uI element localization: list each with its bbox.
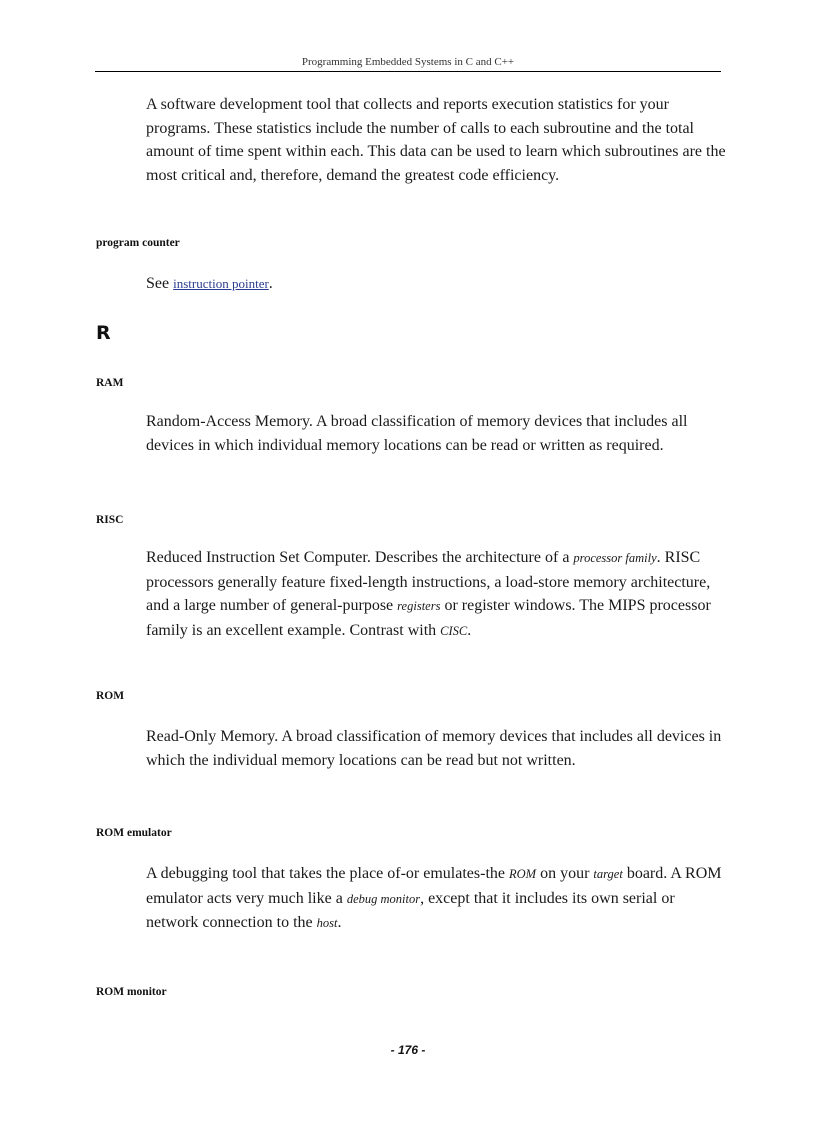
profiler-definition: A software development tool that collects and reports execution statistics for your programs. These statistics include the number of calls to each subroutine and the total amount of time spent within each. This data can be used to learn which subroutines are the most critical and, therefore, demand the greatest code efficiency. (146, 96, 726, 184)
rom-emulator-text-4: , except that it includes its own serial or network connection to the (146, 889, 675, 931)
term-risc: RISC (96, 514, 124, 526)
section-letter: R (96, 322, 111, 344)
risc-definition (146, 546, 726, 643)
rom-emulator-text-2: on your (536, 865, 594, 882)
term-program-counter: program counter (96, 237, 180, 249)
ram-definition: Random-Access Memory. A broad classification of memory devices that includes all devices in which individual memory locations can be read or written as required. (146, 413, 688, 454)
ref-processor-family: processor family (573, 551, 657, 565)
risc-text-4: . (467, 621, 472, 639)
header-rule (95, 71, 721, 72)
term-rom-monitor: ROM monitor (96, 986, 167, 998)
instruction-pointer-link[interactable]: instruction pointer (173, 276, 269, 291)
rom-emulator-text-3: board. A ROM emulator acts very much like a (146, 865, 722, 907)
term-rom: ROM (96, 690, 125, 702)
running-header: Programming Embedded Systems in C and C++ (301, 56, 515, 68)
ref-debug-monitor: debug monitor (346, 891, 421, 906)
ref-host: host (316, 916, 338, 930)
ref-cisc: CISC (440, 623, 468, 638)
page-number: - 176 - (390, 1043, 426, 1057)
ref-rom: ROM (509, 867, 537, 881)
ref-target: target (593, 867, 623, 881)
rom-emulator-text-1: A debugging tool that takes the place of-or emulates-the (146, 865, 509, 882)
period: . (268, 275, 273, 292)
rom-definition: Read-Only Memory. A broad classification of memory devices that includes all devices in which the individual memory locations can be read but not written. (146, 728, 722, 769)
rom-emulator-definition (146, 862, 726, 936)
rom-emulator-text-5: . (337, 914, 342, 931)
see-text: See (146, 275, 170, 292)
risc-text-3: or register windows. The MIPS processor family is an excellent example. Contrast with (146, 597, 711, 639)
risc-text-2: . RISC processors generally feature fixed-length instructions, a load-store memory architecture, and a large number of general-purpose (146, 549, 711, 614)
risc-text-1: Reduced Instruction Set Computer. Describes the architecture of a (146, 549, 574, 566)
program-counter-definition (146, 272, 726, 296)
term-rom-emulator: ROM emulator (96, 827, 172, 839)
term-ram: RAM (96, 377, 124, 389)
ref-registers: registers (397, 599, 441, 613)
